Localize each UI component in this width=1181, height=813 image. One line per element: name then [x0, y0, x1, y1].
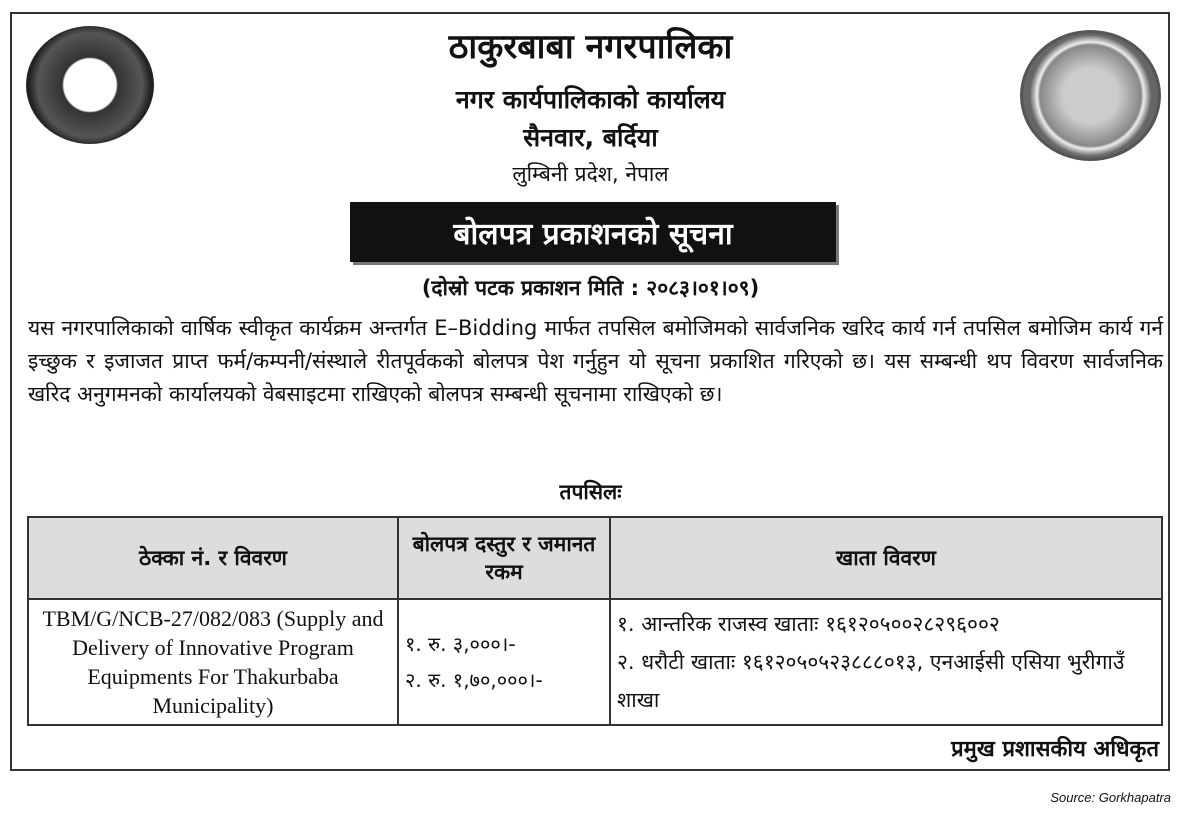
office-name: नगर कार्यपालिकाको कार्यालय [455, 85, 726, 114]
notice-heading: बोलपत्र प्रकाशनको सूचना [350, 202, 836, 262]
revenue-account: १. आन्तरिक राजस्व खाताः १६१२०५००२८२९६००२ [617, 612, 1000, 636]
bid-security: २. रु. १,७०,०००।- [405, 668, 543, 692]
table-row [28, 599, 1162, 725]
header-contract: ठेक्का नं. र विवरण [28, 517, 398, 599]
contract-cell: TBM/G/NCB-27/082/083 (Supply and Delivery of Innovative Program Equipments For Thakurbaba Municipality) [28, 599, 398, 725]
tender-table [27, 516, 1163, 726]
fees-cell [398, 599, 610, 725]
schedule-label: तपसिलः [559, 480, 622, 504]
bid-fee: १. रु. ३,०००।- [405, 632, 516, 656]
municipality-title: ठाकुरबाबा नगरपालिका [448, 27, 733, 67]
notice-body: यस नगरपालिकाको वार्षिक स्वीकृत कार्यक्रम अन्तर्गत E–Bidding मार्फत तपसिल बमोजिमको सार्वजनिक खरिद कार्य गर्न तपसिल बमोजिम कार्य गर्न इच्छुक र इजाजत प्राप्त फर्म/कम्पनी/संस्थाले रीतपूर्वकको बोलपत्र पेश गर्नुहुन यो सूचना प्रकाशित गरिएको छ। यस सम्बन्धी थप विवरण सार्वजनिक खरिद अनुगमनको कार्यालयको वेबसाइटमा राखिएको बोलपत्र सम्बन्धी सूचनामा राखिएको छ। [28, 316, 1163, 406]
header-accounts: खाता विवरण [610, 517, 1162, 599]
source-credit: Source: Gorkhapatra [1050, 790, 1171, 805]
accounts-cell [610, 599, 1162, 725]
province: लुम्बिनी प्रदेश, नेपाल [512, 162, 669, 186]
office-location: सैनवार, बर्दिया [523, 123, 658, 152]
header-fees: बोलपत्र दस्तुर र जमानत रकम [398, 517, 610, 599]
publication-date: (दोस्रो पटक प्रकाशन मिति : २०८३।०१।०९) [421, 276, 760, 300]
deposit-account: २. धरौटी खाताः १६१२०५०५२३८८८०१३, एनआईसी एसिया भुरीगाउँ शाखा [617, 650, 1125, 712]
table-header-row [28, 517, 1162, 599]
signatory: प्रमुख प्रशासकीय अधिकृत [951, 737, 1159, 762]
